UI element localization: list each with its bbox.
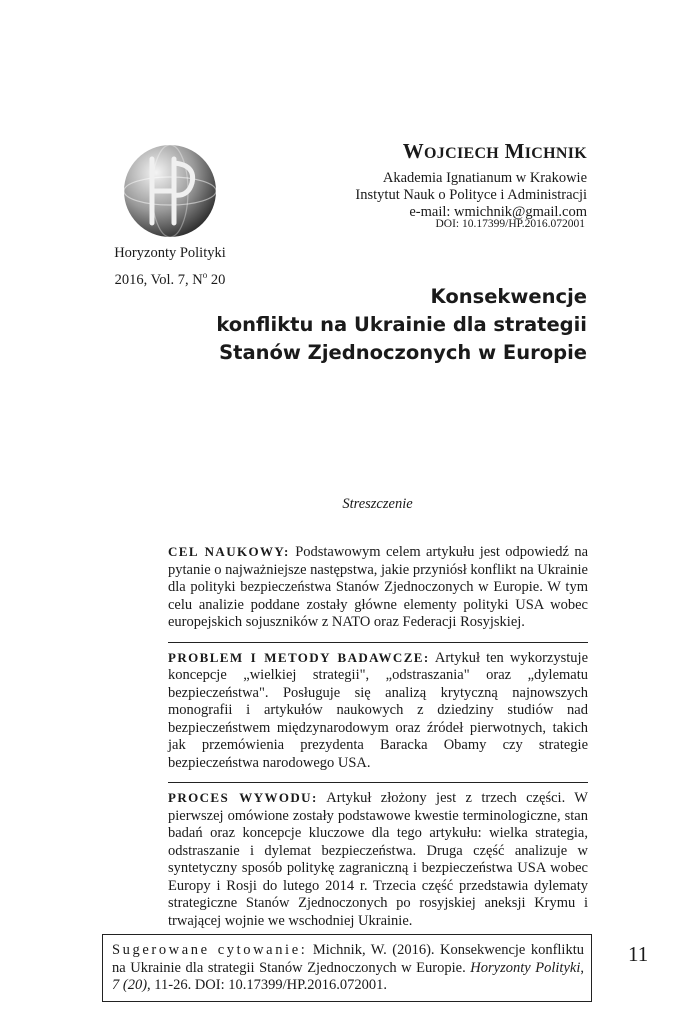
section-divider: [168, 782, 588, 783]
section-methods: [168, 649, 588, 773]
title-line: Konsekwencje: [430, 285, 587, 308]
section-process: [168, 789, 588, 930]
section-label: PROBLEM I METODY BADAWCZE:: [168, 649, 430, 665]
suggested-citation: Sugerowane cytowanie: Michnik, W. (2016). Konsekwencje konfliktu na Ukrainie dla strategii Stanów Zjednoczonych w Europie. Horyzonty Polityki, 7 (20), 11-26. DOI: 10.17399/HP.2016.072001.: [102, 934, 592, 1002]
article-title: [147, 283, 587, 367]
citation-label: Sugerowane cytowanie:: [112, 942, 308, 958]
section-text: Artykuł ten wykorzystuje koncepcje „wielkiej strategii", „odstraszania" oraz „dylematu bezpieczeństwa". Posługuje się analizą krytyczną najnowszych monografii i artykułów naukowych z dziedziny studiów nad bezpieczeństwem międzynarodowym oraz źródeł pierwotnych, takich jak przemówienia prezydenta Baracka Obamy czy strategie bezpieczeństwa narodowego USA.: [168, 649, 589, 771]
author-block: [167, 137, 587, 221]
abstract-heading: Streszczenie: [342, 496, 413, 512]
author-name: WOJCIECH MICHNIK: [402, 139, 587, 163]
page-number: 11: [628, 942, 649, 966]
doi: DOI: 10.17399/HP.2016.072001: [435, 218, 585, 230]
journal-name: Horyzonty Polityki: [114, 245, 226, 261]
section-text: Podstawowym celem artykułu jest odpowiedź na pytanie o najważniejsze następstwa, jakie przyniósł konflikt na Ukrainie dla polityki bezpieczeństwa Stanów Zjednoczonych w Europie. W tym celu analizie poddane zostały główne elementy polityki USA wobec europejskich sojuszników z NATO oraz Federacji Rosyjskiej.: [168, 544, 589, 630]
title-line: konfliktu na Ukrainie dla strategii: [216, 313, 587, 336]
section-aim: [168, 543, 588, 632]
journal-issue: 2016, Vol. 7, $N^o$ 20: [114, 270, 226, 288]
affiliation-institute: Instytut Nauk o Polityce i Administracji: [355, 187, 587, 203]
affiliation-university: Akademia Ignatianum w Krakowie: [382, 170, 587, 186]
section-label: PROCES WYWODU:: [168, 790, 318, 805]
section-label: CEL NAUKOWY:: [168, 544, 290, 559]
author-email: e-mail: wmichnik@gmail.com: [409, 204, 587, 220]
section-divider: [168, 642, 588, 643]
abstract-sections: [168, 543, 588, 930]
title-line: Stanów Zjednoczonych w Europie: [219, 341, 587, 364]
section-text: Artykuł złożony jest z trzech części. W pierwszej omówione zostały podstawowe kwestie terminologiczne, stan badań oraz koncepcje kluczowe dla tego artykułu: wielka strategia, odstraszanie i dylemat bezpieczeństwa. Druga część analizuje w syntetyczny sposób politykę zagraniczną i bezpieczeństwa USA wobec Europy i Rosji do lutego 2014 r. Trzecia część przedstawia dylematy strategiczne Stanów Zjednoczonych po rosyjskiej aneksji Krymu i trwającej wojnie we wschodniej Ukrainie.: [168, 790, 588, 929]
